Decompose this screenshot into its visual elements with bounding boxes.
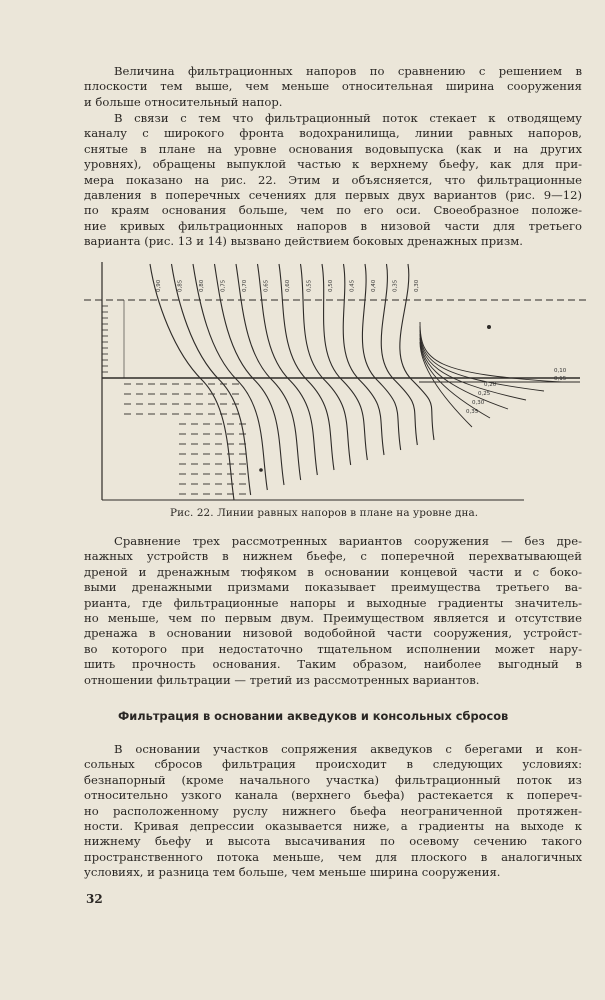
fan-line [420,342,472,427]
text-line: дренажа в основании низовой водобойной части сооружения, устройст- [84,626,582,641]
text-line: выми дренажными призмами показывает преимущества третьего ва- [84,580,582,595]
equipotential-curve [301,264,351,465]
figure-caption: Рис. 22. Линии равных напоров в плане на уровне дна. [170,507,479,519]
text-line: каналу с широкого фронта водохранилища, линии равных напоров, [84,126,582,141]
curve-label: 0,65 [263,279,270,292]
equipotential-curve [258,264,318,475]
curve-label: 0,90 [156,279,162,292]
text-line: но расположенному руслу нижнего бьефа неограниченной протяжен- [84,803,582,818]
text-line: нижнему бьефу и высота высачивания по осевому сечению такого [84,834,582,849]
text-line: по краям основания больше, чем по его оси. Своеобразное положе- [84,203,582,218]
curve-label: 0,40 [371,279,377,292]
text-line: В связи с тем что фильтрационный поток стекает к отводящему [114,111,582,125]
fan-line [420,326,544,391]
ink-dot [487,325,491,329]
text-line: отношении фильтрации — третий из рассмотренных вариантов. [84,672,480,687]
paragraph-2 [84,111,582,250]
fan-label: 0,30 [472,400,485,406]
fan-line [420,330,526,400]
text-line: Величина фильтрационных напоров по сравнению с решением в [114,64,582,78]
curve-label: 0,85 [177,279,184,292]
curve-label: 0,30 [414,279,420,292]
text-line: мера показано на рис. 22. Этим и объясняется, что фильтрационные [84,172,582,187]
text-line: относительно узкого канала (верхнего бьефа) растекается к попереч- [84,788,582,803]
paragraph-4 [84,742,582,881]
text-line: безнапорный (кроме начального участка) фильтрационный поток из [84,772,582,787]
text-line: условиях, и разница тем больше, чем меньше ширина сооружения. [84,865,501,880]
curve-label: 0,55 [306,279,313,292]
text-line: нажных устройств в нижнем бьефе, с поперечной перехватывающей [84,549,582,564]
equipotential-curve [381,264,417,445]
fan-label: 0,15 [554,376,567,382]
curve-label: 0,45 [349,279,356,292]
text-line: но меньше, чем по первым двум. Преимуществом является и отсутствие [84,611,582,626]
figure-22 [84,262,596,507]
equipotential-lines-diagram [84,262,596,507]
page-number: 32 [86,892,103,906]
fan-label: 0,20 [484,382,497,388]
fan-label: 0,25 [478,391,491,397]
text-line: уровнях), обращены выпуклой частью к верхнему бьефу, как для при- [84,157,582,172]
fan-line [420,322,562,382]
curve-label: 0,80 [199,279,205,292]
text-line: и больше относительный напор. [84,94,283,109]
text-line: рианта, где фильтрационные напоры и выходные градиенты значитель- [84,595,582,610]
text-line: варианта (рис. 13 и 14) вызвано действием боковых дренажных призм. [84,234,523,249]
text-line: шить прочность основания. Таким образом, наиболее выгодный в [84,657,582,672]
paragraph-1 [84,64,582,110]
text-line: ние кривых фильтрационных напоров в низовой части для третьего [84,218,582,233]
text-line: пространственного потока меньше, чем для плоского в аналогичных [84,849,582,864]
text-line: дреной и дренажным тюфяком в основании концевой части и с боко- [84,564,582,579]
curve-label: 0,60 [285,279,291,292]
text-line: ности. Кривая депрессии оказывается ниже, а градиенты на выходе к [84,819,582,834]
curve-label: 0,70 [242,279,248,292]
text-line: сольных сбросов фильтрация происходит в следующих условиях: [84,757,582,772]
equipotential-curve [215,264,285,485]
text-line: В основании участков сопряжения акведуков с берегами и кон- [114,742,582,756]
fan-line [420,334,508,409]
curve-label: 0,50 [328,279,334,292]
curve-label: 0,35 [392,279,399,292]
equipotential-curve [279,264,334,470]
text-line: давления в поперечных сечениях для первых двух вариантов (рис. 9—12) [84,188,582,203]
section-title: Фильтрация в основании акведуков и консольных сбросов [118,709,509,723]
fan-label: 0,10 [554,368,567,374]
curve-label: 0,75 [220,279,227,292]
text-line: Сравнение трех рассмотренных вариантов сооружения — без дре- [114,534,582,548]
fan-label: 0,35 [466,409,479,415]
ink-dot [259,468,263,472]
paragraph-3 [84,534,582,688]
text-line: плоскости тем выше, чем меньше относительная ширина сооружения [84,79,582,94]
equipotential-curve [172,264,251,495]
text-line: во которого при недостаточно тщательном исполнении может нару- [84,641,582,656]
equipotential-curve [193,264,267,490]
text-line: снятые в плане на уровне основания водовыпуска (как и на других [84,141,582,156]
